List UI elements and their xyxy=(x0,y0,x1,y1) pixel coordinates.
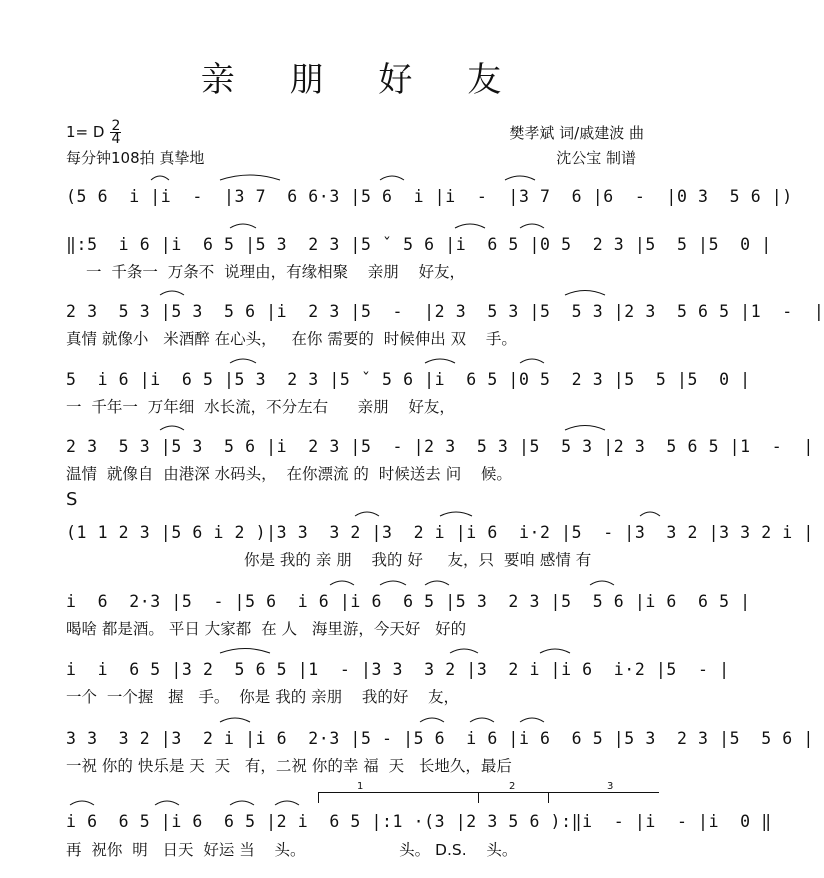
line5-notes: (1 1 2 3 |5 6 i 2 )|3 3 3 2 |3 2 i |i 6 i·2 |5 - |3 3 2 |3 3 2 i | xyxy=(66,523,814,542)
intro-notes: (5 6 i |i - |3 7 6 6·3 |5 6 i |i - |3 7 6 |6 - |0 3 5 6 |) xyxy=(66,187,793,206)
slur xyxy=(230,359,256,363)
line5-lyrics: 你是 我的 亲 朋 我的 好 友，只 要咱 感情 有 xyxy=(244,551,592,569)
line4-notes: 2 3 5 3 |5 3 5 6 |i 2 3 |5 - |2 3 5 3 |5 5 3 |2 3 5 6 5 |1 - | xyxy=(66,437,814,456)
slur xyxy=(565,426,605,431)
slur xyxy=(220,175,280,180)
line2-notes: 2 3 5 3 |5 3 5 6 |i 2 3 |5 - |2 3 5 3 |5 5 3 |2 3 5 6 5 |1 - | xyxy=(66,302,824,321)
line4-lyrics: 温情 就像自 由港深 水码头， 在你漂流 的 时候送去 问 候。 xyxy=(66,465,512,483)
slur xyxy=(420,718,444,722)
slur xyxy=(640,512,660,516)
line7-lyrics: 一个 一个握 握 手。 你是 我的 亲朋 我的好 友， xyxy=(66,688,460,706)
line3-lyrics: 一 千年一 万年细 水长流，不分左右 亲朋 好友， xyxy=(66,398,455,416)
line6-notes: i 6 2·3 |5 - |5 6 i 6 |i 6 6 5 |5 3 2 3 |5 5 6 |i 6 6 5 | xyxy=(66,592,751,611)
volta-number-3: 3 xyxy=(607,781,614,792)
line3-notes: 5 i 6 |i 6 5 |5 3 2 3 |5 ˇ 5 6 |i 6 5 |0 5 2 3 |5 5 |5 0 | xyxy=(66,370,751,389)
line6-lyrics: 喝啥 都是酒。 平日 大家都 在 人 海里游，今天好 好的 xyxy=(66,620,467,638)
slur xyxy=(275,801,299,805)
slur xyxy=(70,801,94,805)
slur xyxy=(380,176,404,180)
slur xyxy=(355,512,379,516)
line1-notes: ‖:5 i 6 |i 6 5 |5 3 2 3 |5 ˇ 5 6 |i 6 5 |0 5 2 3 |5 5 |5 0 | xyxy=(66,235,772,254)
slur xyxy=(425,359,455,363)
volta-number-1: 1 xyxy=(357,781,364,792)
slur xyxy=(590,581,614,585)
line1-lyrics: 一 千条一 万条不 说理由，有缘相聚 亲朋 好友， xyxy=(86,263,465,281)
slur xyxy=(520,359,544,363)
key-text: 1= D xyxy=(66,123,105,141)
line2-lyrics: 真情 就像小 米酒醉 在心头， 在你 需要的 时候伸出 双 手。 xyxy=(66,330,517,348)
slur xyxy=(505,176,535,180)
slur xyxy=(450,649,478,653)
slur xyxy=(520,718,544,722)
slur xyxy=(425,581,449,585)
line7-notes: i i 6 5 |3 2 5 6 5 |1 - |3 3 3 2 |3 2 i |i 6 i·2 |5 - | xyxy=(66,660,730,679)
line9-notes: i 6 6 5 |i 6 6 5 |2 i 6 5 |:1 ·(3 |2 3 5 6 ):‖i - |i - |i 0 ‖ xyxy=(66,812,772,831)
slur xyxy=(520,224,544,228)
line8-lyrics: 一祝 你的 快乐是 天 天 有，二祝 你的幸 福 天 长地久，最后 xyxy=(66,757,512,775)
slur xyxy=(540,649,570,653)
credits: 樊孝斌 词/戚建波 曲 xyxy=(509,124,644,142)
slur xyxy=(151,176,169,180)
segno-sign: S xyxy=(66,489,78,510)
slur xyxy=(220,649,270,654)
slur xyxy=(230,224,256,228)
slur xyxy=(160,291,184,295)
line8-notes: 3 3 3 2 |3 2 i |i 6 2·3 |5 - |5 6 i 6 |i 6 6 5 |5 3 2 3 |5 5 6 | xyxy=(66,729,814,748)
time-signature-top: 2 xyxy=(111,118,121,134)
slur xyxy=(330,581,354,585)
time-signature-bottom: 4 xyxy=(111,131,121,147)
volta-number-2: 2 xyxy=(509,781,516,792)
slur xyxy=(455,224,485,228)
slur xyxy=(440,512,472,516)
slur xyxy=(155,801,179,805)
line9-lyrics: 再 祝你 明 日天 好运 当 头。 头。 D.S. 头。 xyxy=(66,841,518,859)
slur xyxy=(380,581,406,585)
slur xyxy=(470,718,494,722)
slur xyxy=(220,718,250,722)
notation-credit: 沈公宝 制谱 xyxy=(556,149,636,167)
slur xyxy=(230,801,254,805)
slur xyxy=(160,426,184,430)
song-title: 亲 朋 好 友 xyxy=(200,60,524,100)
slur xyxy=(565,291,605,296)
tempo-marking: 每分钟108拍 真挚地 xyxy=(66,149,205,167)
